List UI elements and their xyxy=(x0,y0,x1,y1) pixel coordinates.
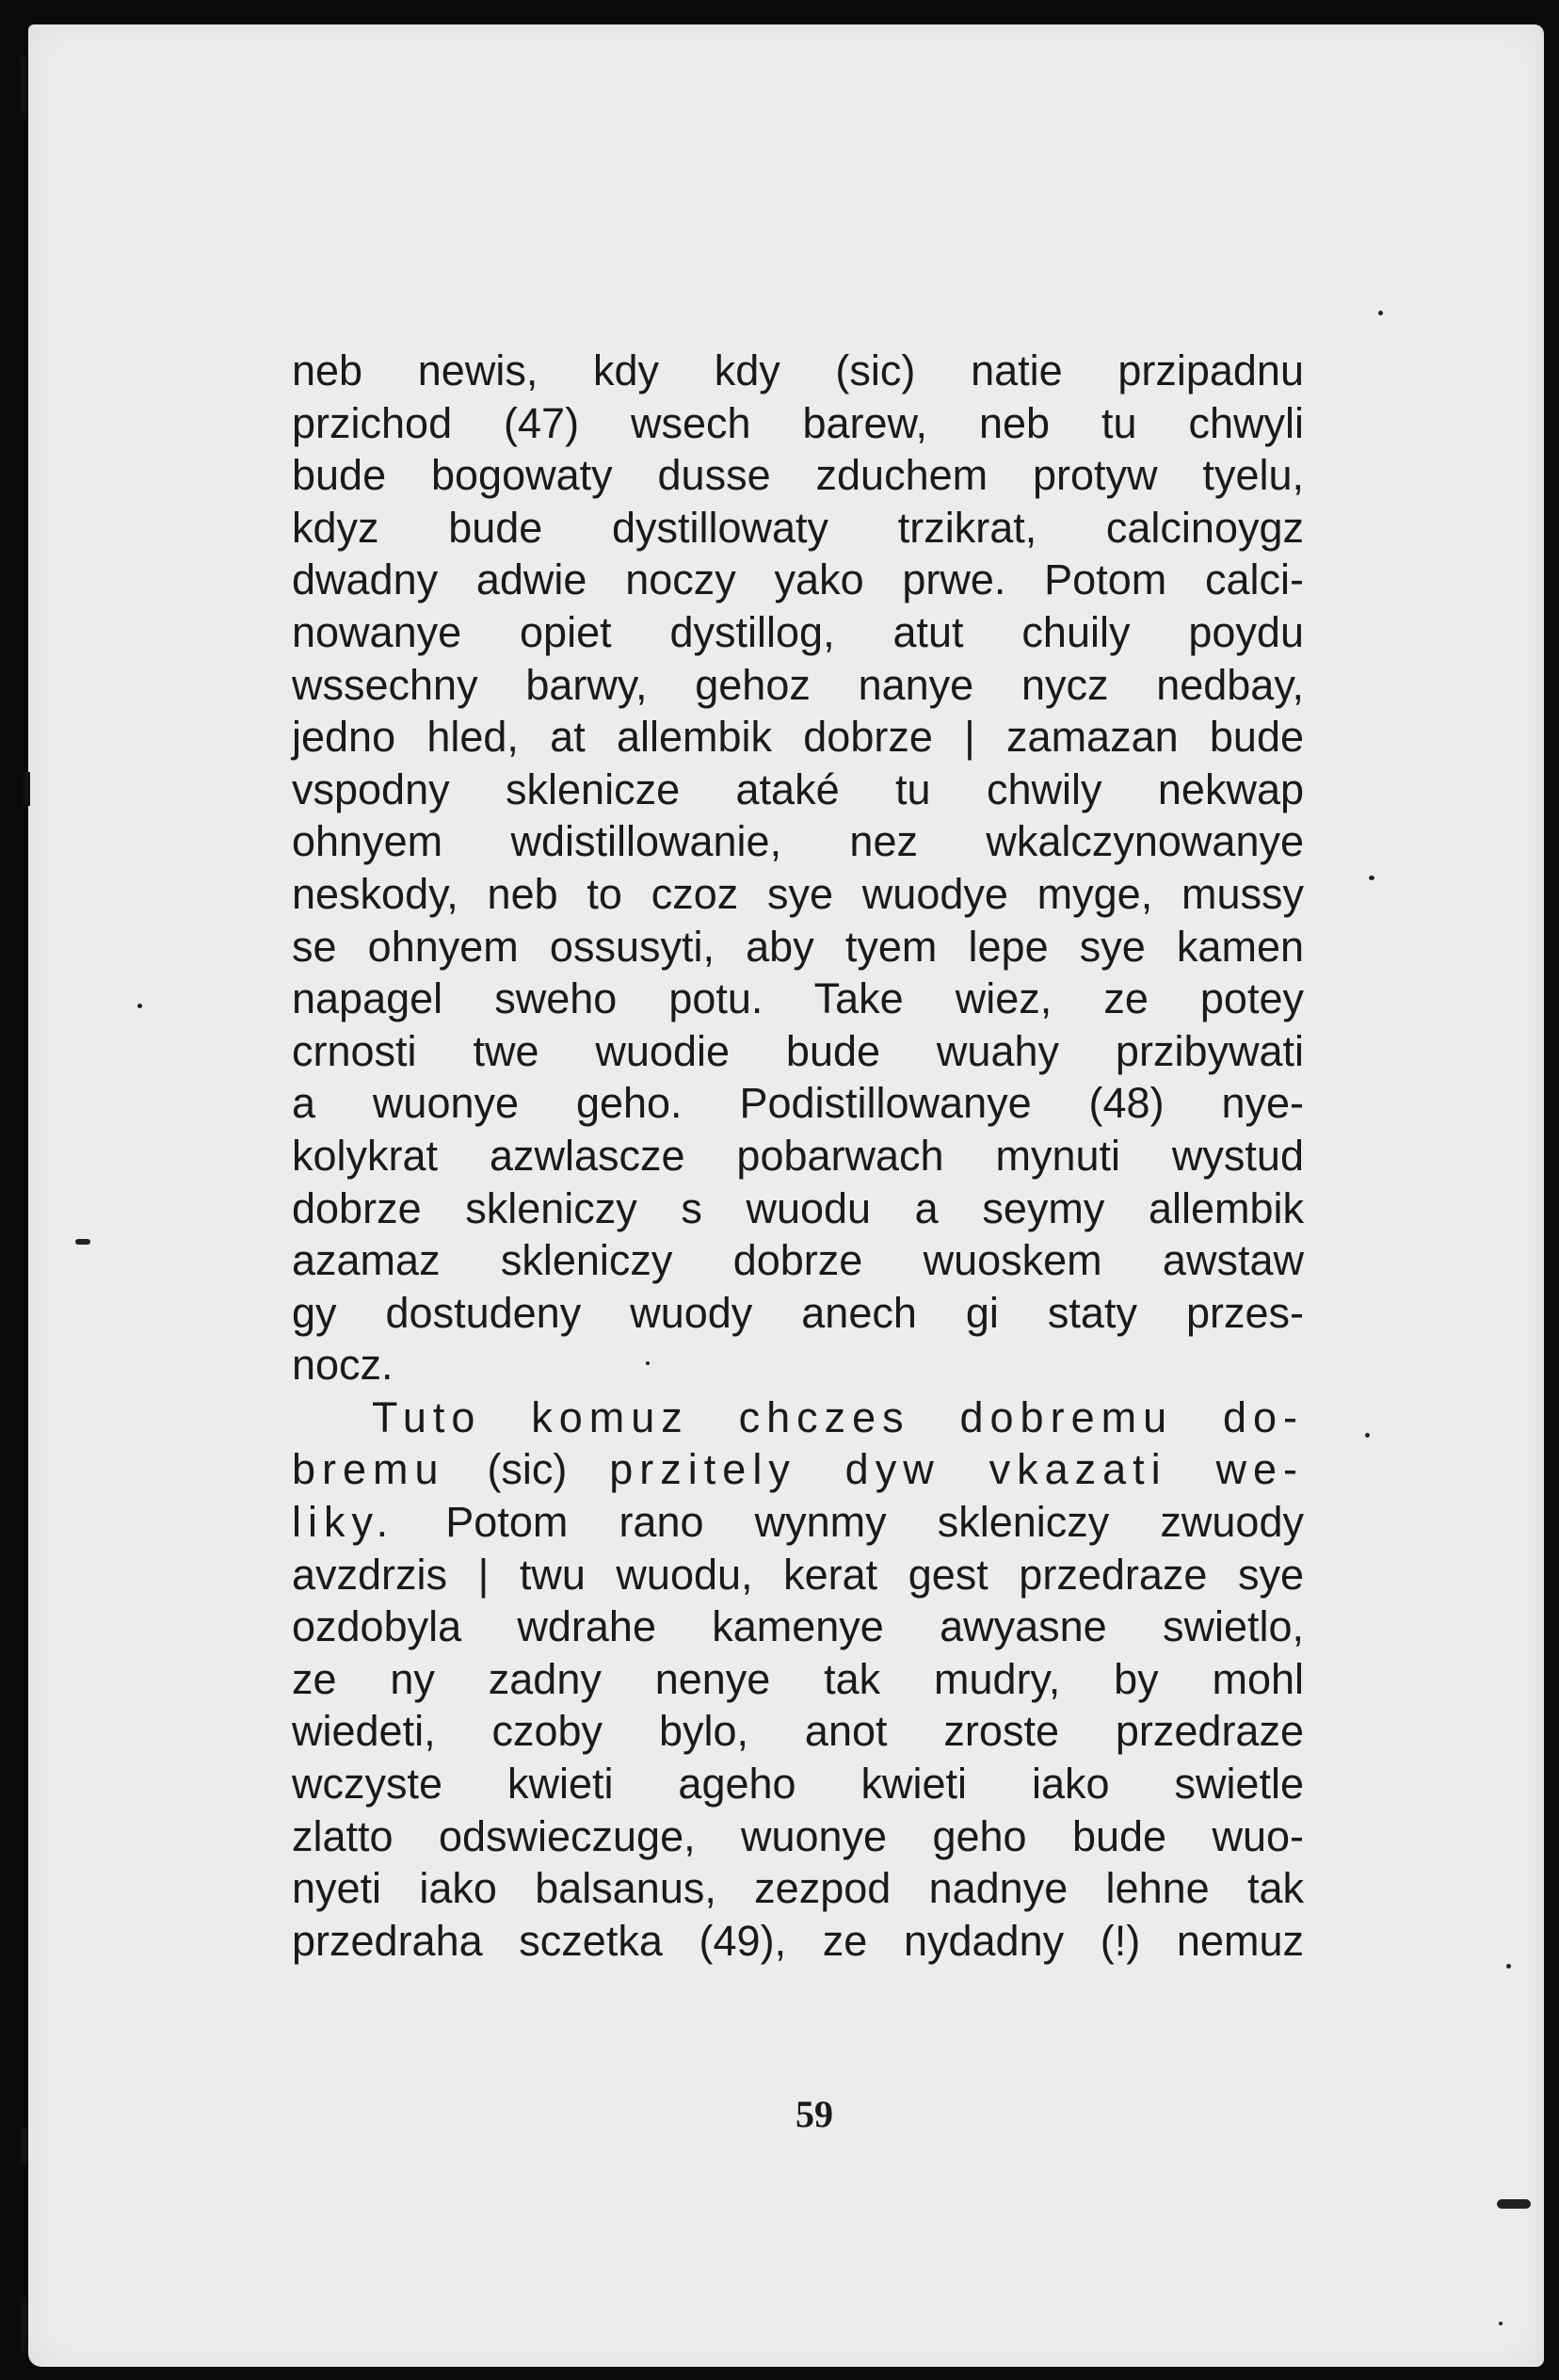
text-line: avzdrzis | twu wuodu, kerat gest przedraze sye xyxy=(292,1550,1304,1599)
text-line: napagel sweho potu. Take wiez, ze potey xyxy=(292,974,1304,1023)
text-line: przichod (47) wsech barew, neb tu chwyli xyxy=(292,398,1304,447)
paper-speck xyxy=(1369,876,1374,880)
text-line: gy dostudeny wuody anech gi staty przes- xyxy=(292,1288,1304,1337)
plain-words: Potom rano wynmy skleniczy zwuody xyxy=(445,1498,1304,1547)
paper-speck xyxy=(1378,311,1383,315)
paper-speck xyxy=(1506,1964,1511,1969)
edge-mark xyxy=(21,2297,28,2354)
paper-speck xyxy=(137,1004,142,1008)
text-line: ohnyem wdistillowanie, nez wkalczynowanye xyxy=(292,817,1304,866)
text-line: ze ny zadny nenye tak mudry, by mohl xyxy=(292,1654,1304,1703)
text-line: jedno hled, at allembik dobrze | zamazan bude xyxy=(292,713,1304,762)
text-line: bude bogowaty dusse zduchem protyw tyelu, xyxy=(292,451,1304,500)
text-line: azamaz skleniczy dobrze wuoskem awstaw xyxy=(292,1236,1304,1285)
text-line: crnosti twe wuodie bude wuahy przibywati xyxy=(292,1026,1304,1075)
text-line: kolykrat azwlascze pobarwach mynuti wystud xyxy=(292,1131,1304,1180)
text-line: nowanye opiet dystillog, atut chuily poydu xyxy=(292,607,1304,656)
text-line-mixed xyxy=(292,1443,1304,1496)
sic-note: (sic) xyxy=(487,1445,568,1494)
text-line: ozdobyla wdrahe kamenye awyasne swietlo, xyxy=(292,1602,1304,1651)
text-line: nyeti iako balsanus, zezpod nadnye lehne tak xyxy=(292,1864,1304,1913)
text-line: kdyz bude dystillowaty trzikrat, calcinoygz xyxy=(292,503,1304,552)
text-line: a wuonye geho. Podistillowanye (48) nye- xyxy=(292,1079,1304,1128)
text-line: wczyste kwieti ageho kwieti iako swietle xyxy=(292,1760,1304,1809)
spaced-words: przitely dyw vkazati we- xyxy=(609,1445,1304,1494)
text-line-mixed xyxy=(292,1496,1304,1549)
text-line: neb newis, kdy kdy (sic) natie przipadnu xyxy=(292,346,1304,394)
edge-mark xyxy=(21,2128,28,2165)
text-line: nocz. xyxy=(292,1341,394,1390)
text-line: vspodny sklenicze ataké tu chwily nekwap xyxy=(292,764,1304,813)
text-line: dobrze skleniczy s wuodu a seymy allembik xyxy=(292,1183,1304,1232)
text-line: zlatto odswieczuge, wuonye geho bude wuo- xyxy=(292,1811,1304,1860)
paper-speck xyxy=(1365,1433,1370,1438)
spaced-word: liky. xyxy=(292,1498,395,1547)
page-number: 59 xyxy=(796,2093,833,2135)
text-line: se ohnyem ossusyti, aby tyem lepe sye kamen xyxy=(292,922,1304,971)
text-line: wiedeti, czoby bylo, anot zroste przedraze xyxy=(292,1707,1304,1756)
paper-speck xyxy=(1499,2322,1503,2325)
text-line: przedraha sczetka (49), ze nydadny (!) nemuz xyxy=(292,1916,1304,1965)
text-line: dwadny adwie noczy yako prwe. Potom calci- xyxy=(292,555,1304,604)
text-line-spaced: Tuto komuz chczes dobremu do- xyxy=(372,1392,1304,1441)
edge-mark xyxy=(21,56,26,113)
paper-speck xyxy=(75,1239,90,1245)
spaced-word: bremu xyxy=(292,1445,445,1494)
edge-mark xyxy=(23,772,30,806)
body-text xyxy=(292,345,1304,1967)
text-line: neskody, neb to czoz sye wuodye myge, mussy xyxy=(292,869,1304,918)
paper-speck xyxy=(1497,2199,1531,2209)
text-line: wssechny barwy, gehoz nanye nycz nedbay, xyxy=(292,660,1304,709)
paper-speck xyxy=(646,1361,650,1365)
paper-sheet xyxy=(28,24,1544,2367)
